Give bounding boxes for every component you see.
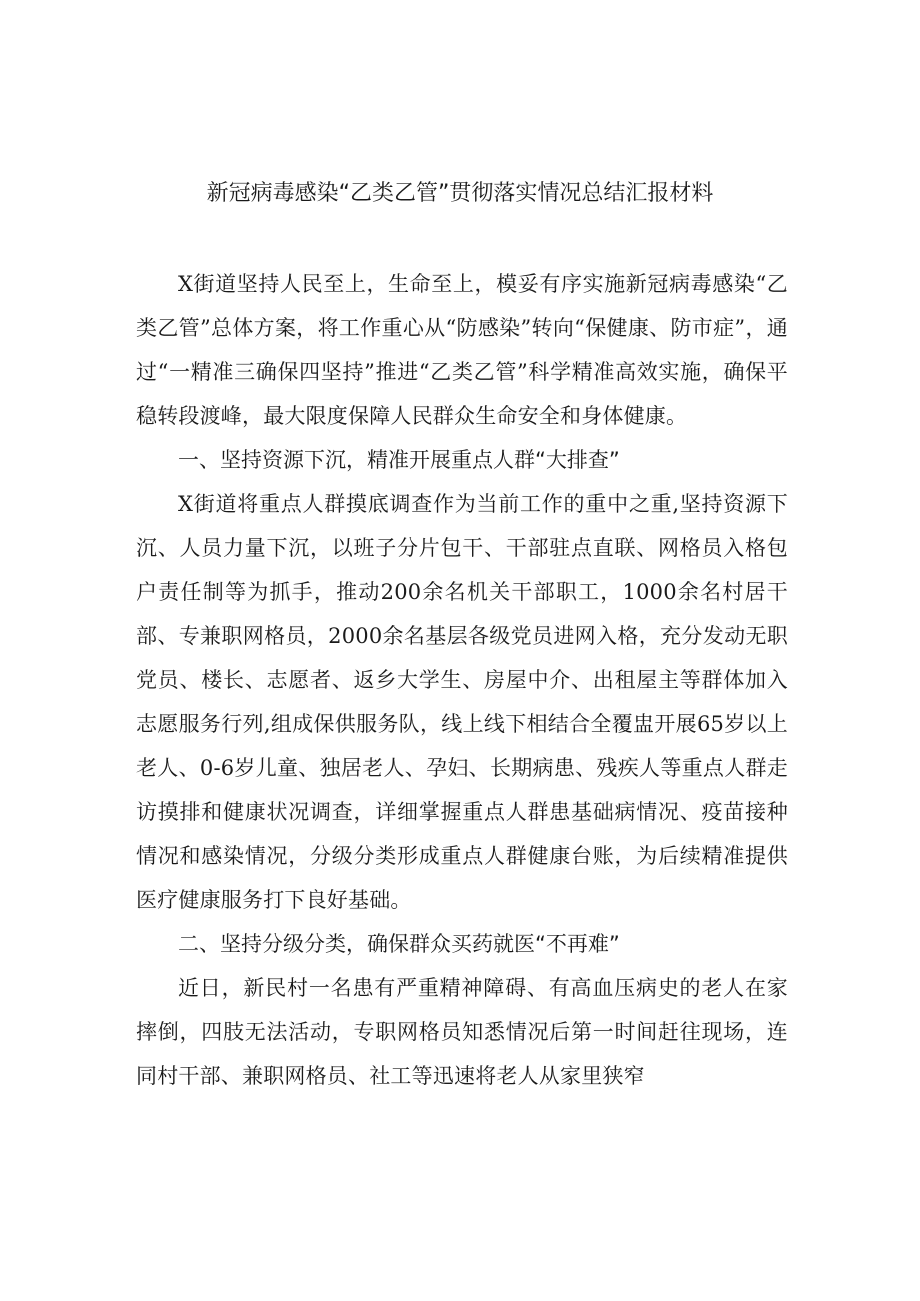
section-1-heading: 一、坚持资源下沉，精准开展重点人群“大排查” (178, 448, 620, 472)
section-2-paragraph: 近日，新民村一名患有严重精神障碍、有高血压病史的老人在家摔倒，四肢无法活动，专职网格员知悉情况后第一时间赶往现场，连同村干部、兼职网格员、社工等迅速将老人从家里狭窄 (136, 976, 788, 1088)
intro-paragraph: X街道坚持人民至上，生命至上，模妥有序实施新冠病毒感染“乙类乙管”总体方案，将工作重心从“防感染”转向“保健康、防市症”，通过“一精准三确保四坚持”推进“乙类乙管”科学精准高效实施，确保平稳转段渡峰，最大限度保障人民群众生命安全和身体健康。 (136, 272, 788, 428)
document-title: 新冠病毒感染“乙类乙管”贯彻落实情况总结汇报材料 (206, 181, 714, 206)
document-body (136, 262, 788, 1098)
section-2-heading: 二、坚持分级分类，确保群众买药就医“不再难” (178, 932, 620, 956)
section-1-paragraph: X街道将重点人群摸底调查作为当前工作的重中之重,坚持资源下沉、人员力量下沉，以班子分片包干、干部驻点直联、网格员入格包户责任制等为抓手，推动200余名机关干部职工，1000余名村居干部、专兼职网格员，2000余名基层各级党员进网入格，充分发动无职党员、楼长、志愿者、返乡大学生、房屋中介、出租屋主等群体加入志愿服务行列,组成保供服务队，线上线下相结合全覆盅开展65岁以上老人、0-6岁儿童、独居老人、孕妇、长期病患、残疾人等重点人群走访摸排和健康状况调查，详细掌握重点人群患基础病情况、疫苗接种情况和感染情况，分级分类形成重点人群健康台账，为后续精准提供医疗健康服务打下良好基础。 (136, 492, 788, 912)
